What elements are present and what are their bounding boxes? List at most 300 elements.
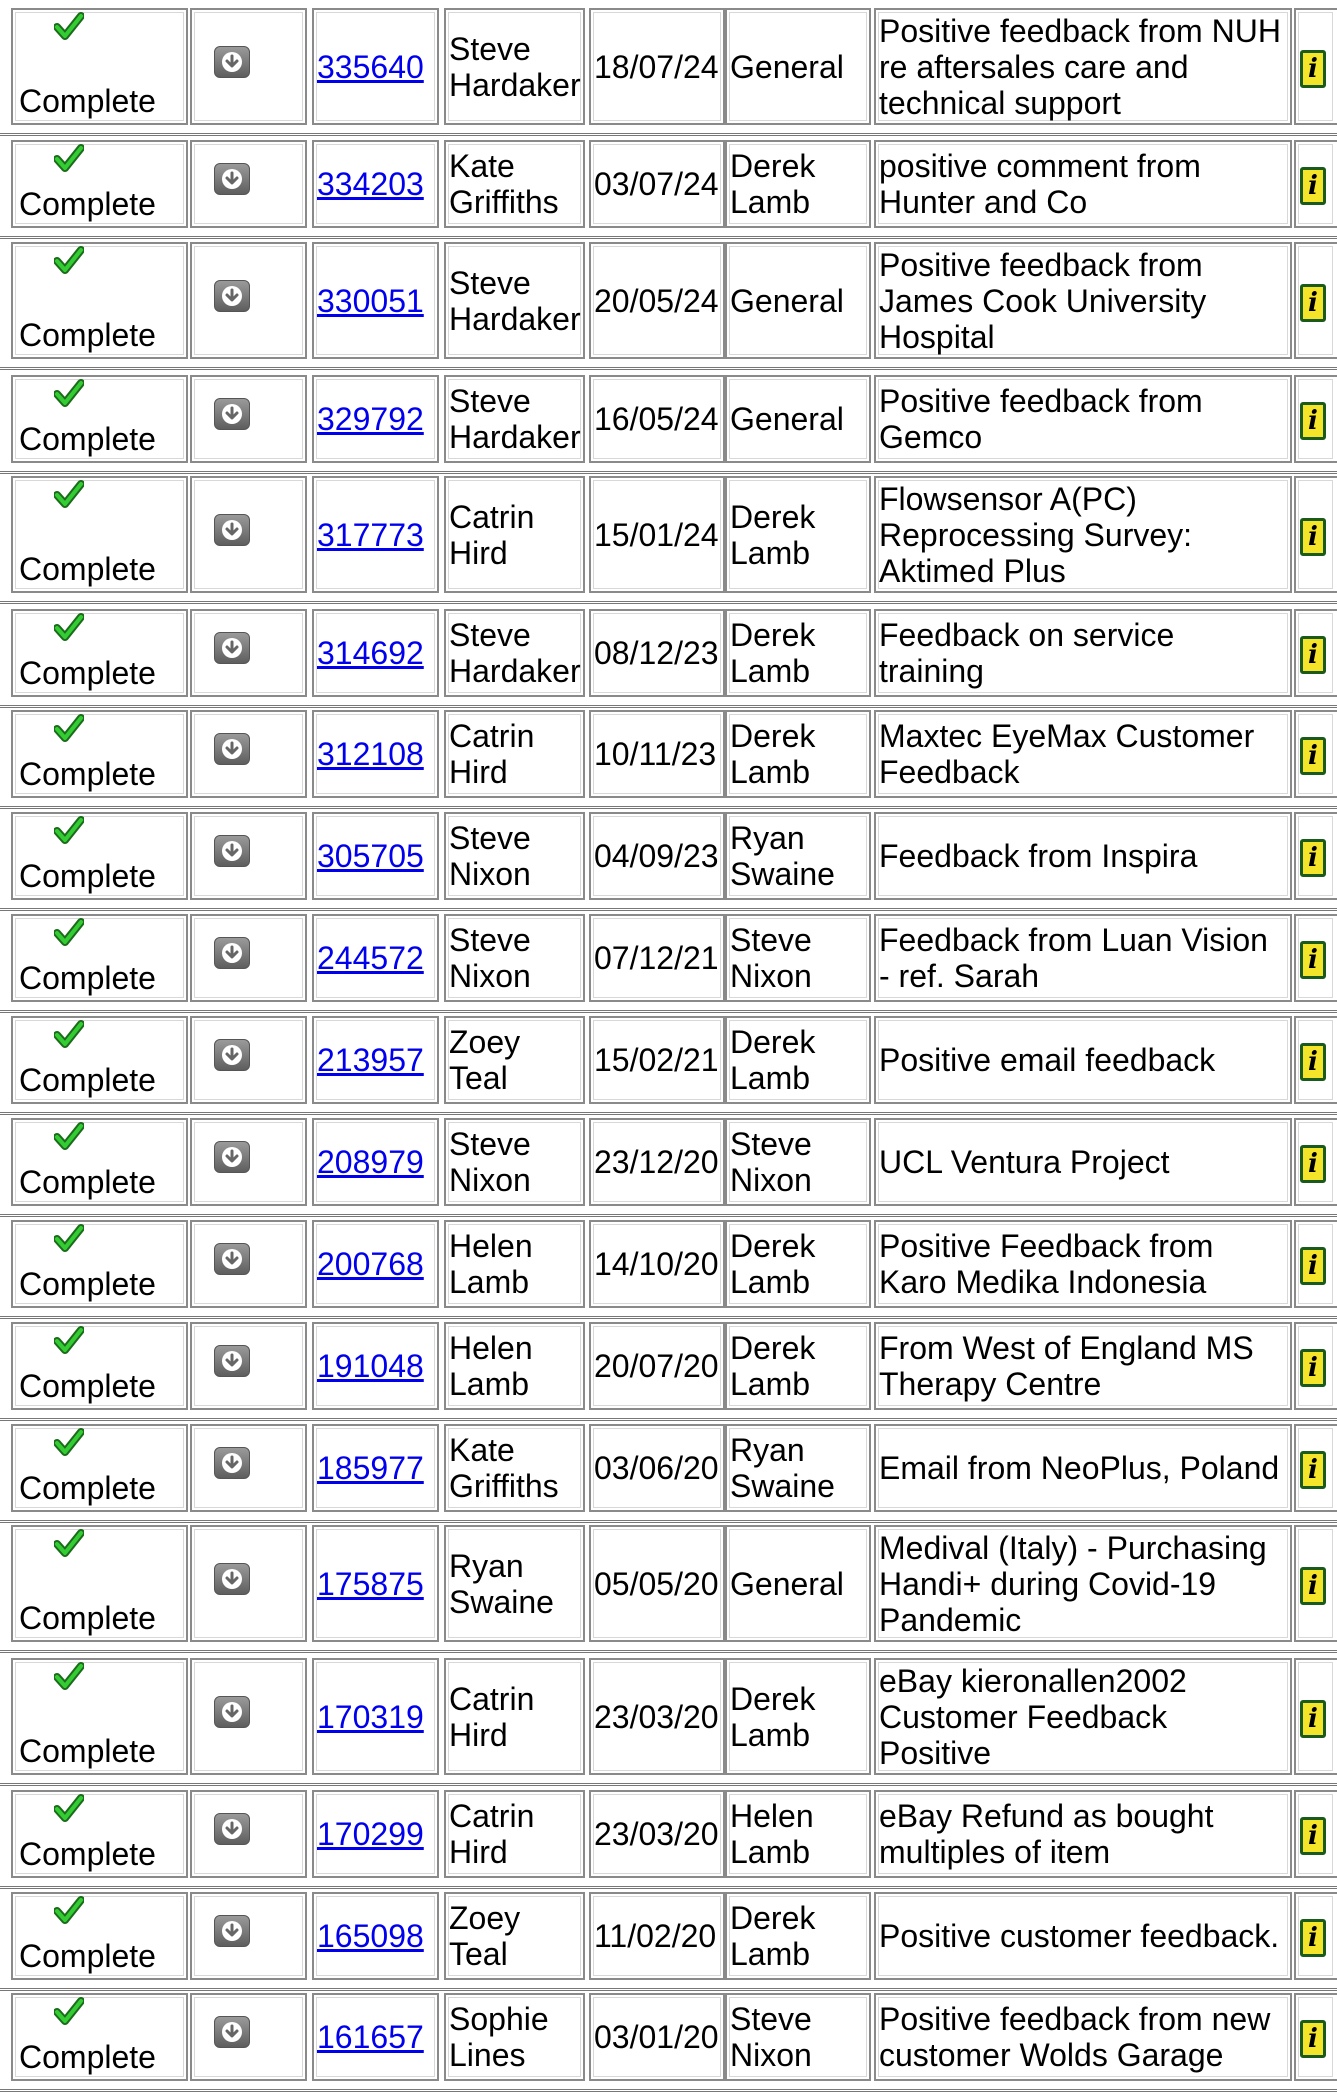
download-cell — [190, 710, 307, 798]
download-cell — [190, 1658, 307, 1775]
assigned-cell — [725, 1892, 871, 1980]
info-icon[interactable] — [1300, 1919, 1326, 1957]
date: 03/01/20 — [594, 2019, 719, 2055]
assigned-cell — [725, 914, 871, 1002]
download-arrow-icon[interactable] — [214, 1696, 250, 1728]
raised-by-cell — [444, 1993, 585, 2081]
check-mark-icon — [54, 246, 84, 276]
reference-cell — [312, 609, 439, 697]
download-arrow-icon[interactable] — [214, 46, 250, 78]
raised-by-cell — [444, 1424, 585, 1512]
reference-link[interactable]: 312108 — [317, 736, 424, 772]
info-glyph: i — [1308, 1821, 1318, 1851]
status — [16, 1894, 186, 1978]
reference-link[interactable]: 335640 — [317, 48, 424, 85]
description-cell — [874, 812, 1292, 900]
description: Positive Feedback from Karo Medika Indonesia — [879, 1228, 1214, 1300]
download-arrow-icon[interactable] — [214, 1563, 250, 1595]
reference-cell — [312, 812, 439, 900]
info-cell — [1294, 1993, 1337, 2081]
status-cell — [11, 8, 188, 125]
raised-by: Steve Nixon — [449, 820, 531, 892]
reference-link[interactable]: 213957 — [317, 1042, 424, 1078]
status — [16, 1018, 186, 1102]
check-mark-icon — [54, 144, 84, 174]
description-cell — [874, 242, 1292, 359]
reference-link[interactable]: 334203 — [317, 166, 424, 202]
description: UCL Ventura Project — [879, 1144, 1170, 1180]
info-icon[interactable] — [1300, 1043, 1326, 1081]
reference-link[interactable]: 314692 — [317, 635, 424, 671]
check-mark-icon — [54, 1529, 84, 1559]
download-cell — [190, 8, 307, 125]
assigned-to: Derek Lamb — [730, 148, 816, 220]
description-cell — [874, 1322, 1292, 1410]
date-cell — [589, 140, 725, 228]
description-cell — [874, 609, 1292, 697]
info-icon[interactable] — [1300, 518, 1326, 556]
status-cell — [11, 1658, 188, 1775]
date: 15/02/21 — [594, 1042, 719, 1078]
download-arrow-icon[interactable] — [214, 835, 250, 867]
check-mark-icon — [54, 1997, 84, 2027]
raised-by-cell — [444, 1220, 585, 1308]
reference-cell — [312, 710, 439, 798]
status-label: Complete — [19, 1266, 156, 1302]
status-label: Complete — [19, 1062, 156, 1098]
reference-link[interactable]: 305705 — [317, 838, 424, 874]
reference-cell — [312, 1016, 439, 1104]
reference-link[interactable]: 170299 — [317, 1816, 424, 1852]
reference-cell — [312, 1892, 439, 1980]
status-label: Complete — [19, 1938, 156, 1974]
raised-by-cell — [444, 1790, 585, 1878]
info-cell — [1294, 1118, 1337, 1206]
info-icon[interactable] — [1300, 1700, 1326, 1738]
assigned-cell — [725, 140, 871, 228]
reference-link[interactable]: 317773 — [317, 516, 424, 553]
info-glyph: i — [1308, 1704, 1318, 1734]
description-cell — [874, 1658, 1292, 1775]
description-cell — [874, 8, 1292, 125]
status-label: Complete — [19, 1368, 156, 1404]
status-label: Complete — [19, 551, 156, 587]
assigned-cell — [725, 8, 871, 125]
info-cell — [1294, 1220, 1337, 1308]
description-cell — [874, 914, 1292, 1002]
raised-by: Catrin Hird — [449, 718, 535, 790]
download-arrow-icon[interactable] — [214, 733, 250, 765]
status — [16, 712, 186, 796]
download-arrow-icon[interactable] — [214, 2016, 250, 2048]
date-cell — [589, 812, 725, 900]
date: 23/03/20 — [594, 1816, 719, 1852]
info-glyph: i — [1308, 1571, 1318, 1601]
info-icon[interactable] — [1300, 1247, 1326, 1285]
download-arrow-icon[interactable] — [214, 163, 250, 195]
status — [16, 478, 186, 591]
status — [16, 1660, 186, 1773]
description: positive comment from Hunter and Co — [879, 148, 1201, 220]
check-mark-icon — [54, 1662, 84, 1692]
reference-link[interactable]: 165098 — [317, 1918, 424, 1954]
info-cell — [1294, 1322, 1337, 1410]
raised-by-cell — [444, 476, 585, 593]
raised-by-cell — [444, 8, 585, 125]
description: Feedback from Luan Vision - ref. Sarah — [879, 922, 1268, 994]
info-glyph: i — [1308, 406, 1318, 436]
date: 20/07/20 — [594, 1348, 719, 1384]
description-cell — [874, 1892, 1292, 1980]
assigned-to: Derek Lamb — [730, 1228, 816, 1300]
reference-cell — [312, 1658, 439, 1775]
info-cell — [1294, 476, 1337, 593]
description: Positive email feedback — [879, 1042, 1216, 1078]
assigned-to: Derek Lamb — [730, 1024, 816, 1096]
raised-by-cell — [444, 1322, 585, 1410]
table-row — [0, 812, 1337, 911]
info-glyph: i — [1308, 1923, 1318, 1953]
table-row — [0, 375, 1337, 474]
download-arrow-icon[interactable] — [214, 280, 250, 312]
description: eBay kieronallen2002 Customer Feedback Positive — [879, 1662, 1187, 1771]
download-arrow-icon[interactable] — [214, 1243, 250, 1275]
table-row — [0, 1658, 1337, 1786]
info-icon[interactable] — [1300, 1451, 1326, 1489]
download-arrow-icon[interactable] — [214, 1141, 250, 1173]
status-cell — [11, 609, 188, 697]
info-icon[interactable] — [1300, 1817, 1326, 1855]
status — [16, 142, 186, 226]
reference-link[interactable]: 200768 — [317, 1246, 424, 1282]
raised-by: Sophie Lines — [449, 2001, 549, 2073]
status-label: Complete — [19, 960, 156, 996]
info-cell — [1294, 8, 1337, 125]
download-arrow-icon[interactable] — [214, 514, 250, 546]
reference-cell — [312, 375, 439, 463]
download-cell — [190, 1016, 307, 1104]
download-arrow-icon[interactable] — [214, 632, 250, 664]
date: 03/07/24 — [594, 166, 719, 202]
date: 08/12/23 — [594, 635, 719, 671]
status-label: Complete — [19, 421, 156, 457]
info-cell — [1294, 1892, 1337, 1980]
raised-by: Helen Lamb — [449, 1330, 533, 1402]
status — [16, 10, 186, 123]
table-row — [0, 1424, 1337, 1523]
status-cell — [11, 1322, 188, 1410]
check-mark-icon — [54, 613, 84, 643]
date: 23/03/20 — [594, 1698, 719, 1735]
status-cell — [11, 1892, 188, 1980]
description: Email from NeoPlus, Poland — [879, 1450, 1280, 1486]
status — [16, 916, 186, 1000]
description: Positive feedback from Gemco — [879, 383, 1203, 455]
reference-link[interactable]: 244572 — [317, 940, 424, 976]
date: 20/05/24 — [594, 282, 719, 319]
status — [16, 1426, 186, 1510]
status-label: Complete — [19, 858, 156, 894]
status — [16, 1995, 186, 2079]
date-cell — [589, 375, 725, 463]
raised-by: Zoey Teal — [449, 1900, 521, 1972]
date: 05/05/20 — [594, 1565, 719, 1602]
date-cell — [589, 1220, 725, 1308]
status — [16, 1120, 186, 1204]
check-mark-icon — [54, 480, 84, 510]
raised-by-cell — [444, 1525, 585, 1642]
date: 11/02/20 — [594, 1918, 717, 1954]
date-cell — [589, 710, 725, 798]
info-icon[interactable] — [1300, 737, 1326, 775]
download-cell — [190, 140, 307, 228]
assigned-to: Ryan Swaine — [730, 1432, 835, 1504]
date: 16/05/24 — [594, 401, 719, 437]
status-label: Complete — [19, 655, 156, 691]
status-cell — [11, 1993, 188, 2081]
date-cell — [589, 1892, 725, 1980]
reference-link[interactable]: 330051 — [317, 282, 424, 319]
info-glyph: i — [1308, 2024, 1318, 2054]
download-arrow-icon[interactable] — [214, 1447, 250, 1479]
check-mark-icon — [54, 1020, 84, 1050]
status-cell — [11, 375, 188, 463]
download-arrow-icon[interactable] — [214, 1345, 250, 1377]
status-cell — [11, 242, 188, 359]
info-icon[interactable] — [1300, 1567, 1326, 1605]
download-arrow-icon[interactable] — [214, 937, 250, 969]
assigned-cell — [725, 242, 871, 359]
assigned-cell — [725, 1118, 871, 1206]
download-cell — [190, 812, 307, 900]
raised-by-cell — [444, 140, 585, 228]
status — [16, 1222, 186, 1306]
reference-cell — [312, 242, 439, 359]
table-row — [0, 1118, 1337, 1217]
description-cell — [874, 1993, 1292, 2081]
reference-link[interactable]: 191048 — [317, 1348, 424, 1384]
assigned-to: Steve Nixon — [730, 1126, 812, 1198]
assigned-cell — [725, 476, 871, 593]
info-glyph: i — [1308, 1251, 1318, 1281]
info-glyph: i — [1308, 640, 1318, 670]
download-cell — [190, 1790, 307, 1878]
info-icon[interactable] — [1300, 1145, 1326, 1183]
info-glyph: i — [1308, 522, 1318, 552]
raised-by: Steve Hardaker — [449, 264, 581, 337]
date: 03/06/20 — [594, 1450, 719, 1486]
description-cell — [874, 1016, 1292, 1104]
assigned-cell — [725, 812, 871, 900]
date: 15/01/24 — [594, 516, 719, 553]
status-label: Complete — [19, 1733, 156, 1769]
date: 18/07/24 — [594, 48, 719, 85]
raised-by-cell — [444, 609, 585, 697]
table-row — [0, 8, 1337, 136]
date-cell — [589, 1016, 725, 1104]
info-icon[interactable] — [1300, 839, 1326, 877]
status-label: Complete — [19, 317, 156, 353]
download-cell — [190, 1220, 307, 1308]
description-cell — [874, 1790, 1292, 1878]
download-cell — [190, 1892, 307, 1980]
check-mark-icon — [54, 714, 84, 744]
info-icon[interactable] — [1300, 1349, 1326, 1387]
date-cell — [589, 476, 725, 593]
raised-by: Kate Griffiths — [449, 1432, 559, 1504]
date-cell — [589, 609, 725, 697]
info-cell — [1294, 1424, 1337, 1512]
raised-by: Helen Lamb — [449, 1228, 533, 1300]
info-glyph: i — [1308, 1149, 1318, 1179]
status — [16, 1527, 186, 1640]
reference-link[interactable]: 208979 — [317, 1144, 424, 1180]
raised-by: Kate Griffiths — [449, 148, 559, 220]
assigned-to: Derek Lamb — [730, 617, 816, 689]
reference-cell — [312, 914, 439, 1002]
assigned-to: General — [730, 1565, 844, 1602]
status-label: Complete — [19, 1836, 156, 1872]
status-label: Complete — [19, 186, 156, 222]
info-glyph: i — [1308, 741, 1318, 771]
status-cell — [11, 1790, 188, 1878]
table-row — [0, 1790, 1337, 1889]
raised-by: Catrin Hird — [449, 1798, 535, 1870]
raised-by-cell — [444, 242, 585, 359]
status-cell — [11, 476, 188, 593]
table-row — [0, 242, 1337, 370]
raised-by: Catrin Hird — [449, 1680, 535, 1753]
download-cell — [190, 1424, 307, 1512]
assigned-cell — [725, 375, 871, 463]
reference-link[interactable]: 175875 — [317, 1565, 424, 1602]
info-glyph: i — [1308, 843, 1318, 873]
reference-cell — [312, 1118, 439, 1206]
date: 10/11/23 — [594, 736, 717, 772]
info-icon[interactable] — [1300, 284, 1326, 322]
download-arrow-icon[interactable] — [214, 1915, 250, 1947]
description-cell — [874, 1220, 1292, 1308]
download-cell — [190, 1118, 307, 1206]
description: Flowsensor A(PC) Reprocessing Survey: Aktimed Plus — [879, 480, 1193, 589]
info-cell — [1294, 242, 1337, 359]
description: Feedback from Inspira — [879, 838, 1198, 874]
raised-by-cell — [444, 1892, 585, 1980]
info-icon[interactable] — [1300, 636, 1326, 674]
description-cell — [874, 476, 1292, 593]
assigned-to: General — [730, 48, 844, 85]
date-cell — [589, 1322, 725, 1410]
info-icon[interactable] — [1300, 2020, 1326, 2058]
table-row — [0, 1322, 1337, 1421]
date-cell — [589, 242, 725, 359]
assigned-cell — [725, 609, 871, 697]
assigned-to: Derek Lamb — [730, 498, 816, 571]
reference-cell — [312, 8, 439, 125]
raised-by: Steve Hardaker — [449, 617, 581, 689]
raised-by-cell — [444, 812, 585, 900]
check-mark-icon — [54, 1896, 84, 1926]
assigned-to: General — [730, 401, 844, 437]
raised-by-cell — [444, 914, 585, 1002]
description: eBay Refund as bought multiples of item — [879, 1798, 1214, 1870]
description-cell — [874, 1525, 1292, 1642]
reference-link[interactable]: 185977 — [317, 1450, 424, 1486]
check-mark-icon — [54, 1224, 84, 1254]
info-icon[interactable] — [1300, 50, 1326, 88]
date-cell — [589, 1658, 725, 1775]
download-cell — [190, 242, 307, 359]
date: 23/12/20 — [594, 1144, 719, 1180]
assigned-to: Steve Nixon — [730, 922, 812, 994]
raised-by-cell — [444, 1658, 585, 1775]
download-cell — [190, 1322, 307, 1410]
status-label: Complete — [19, 1600, 156, 1636]
assigned-to: Derek Lamb — [730, 1900, 816, 1972]
reference-link[interactable]: 170319 — [317, 1698, 424, 1735]
info-cell — [1294, 609, 1337, 697]
download-cell — [190, 375, 307, 463]
status — [16, 244, 186, 357]
assigned-to: General — [730, 282, 844, 319]
info-icon[interactable] — [1300, 941, 1326, 979]
raised-by-cell — [444, 1016, 585, 1104]
date: 07/12/21 — [594, 940, 719, 976]
description-cell — [874, 710, 1292, 798]
raised-by: Catrin Hird — [449, 498, 535, 571]
raised-by: Steve Hardaker — [449, 30, 581, 103]
download-arrow-icon[interactable] — [214, 398, 250, 430]
assigned-cell — [725, 1993, 871, 2081]
reference-cell — [312, 1220, 439, 1308]
description-cell — [874, 1118, 1292, 1206]
download-arrow-icon[interactable] — [214, 1813, 250, 1845]
status-cell — [11, 140, 188, 228]
assigned-cell — [725, 1322, 871, 1410]
status — [16, 1324, 186, 1408]
raised-by: Zoey Teal — [449, 1024, 521, 1096]
info-icon[interactable] — [1300, 402, 1326, 440]
date-cell — [589, 1525, 725, 1642]
table-row — [0, 1220, 1337, 1319]
check-mark-icon — [54, 918, 84, 948]
reference-cell — [312, 1424, 439, 1512]
reference-link[interactable]: 161657 — [317, 2019, 424, 2055]
download-cell — [190, 914, 307, 1002]
description: Medival (Italy) - Purchasing Handi+ during Covid-19 Pandemic — [879, 1529, 1267, 1638]
check-mark-icon — [54, 379, 84, 409]
download-arrow-icon[interactable] — [214, 1039, 250, 1071]
date-cell — [589, 1118, 725, 1206]
date: 14/10/20 — [594, 1246, 719, 1282]
download-cell — [190, 476, 307, 593]
status-label: Complete — [19, 1470, 156, 1506]
date-cell — [589, 914, 725, 1002]
table-row — [0, 1016, 1337, 1115]
raised-by: Ryan Swaine — [449, 1547, 554, 1620]
status — [16, 611, 186, 695]
table-row — [0, 609, 1337, 708]
reference-cell — [312, 476, 439, 593]
description-cell — [874, 1424, 1292, 1512]
info-icon[interactable] — [1300, 167, 1326, 205]
reference-link[interactable]: 329792 — [317, 401, 424, 437]
status-cell — [11, 1525, 188, 1642]
assigned-to: Derek Lamb — [730, 1330, 816, 1402]
status-cell — [11, 710, 188, 798]
info-glyph: i — [1308, 1353, 1318, 1383]
check-mark-icon — [54, 816, 84, 846]
